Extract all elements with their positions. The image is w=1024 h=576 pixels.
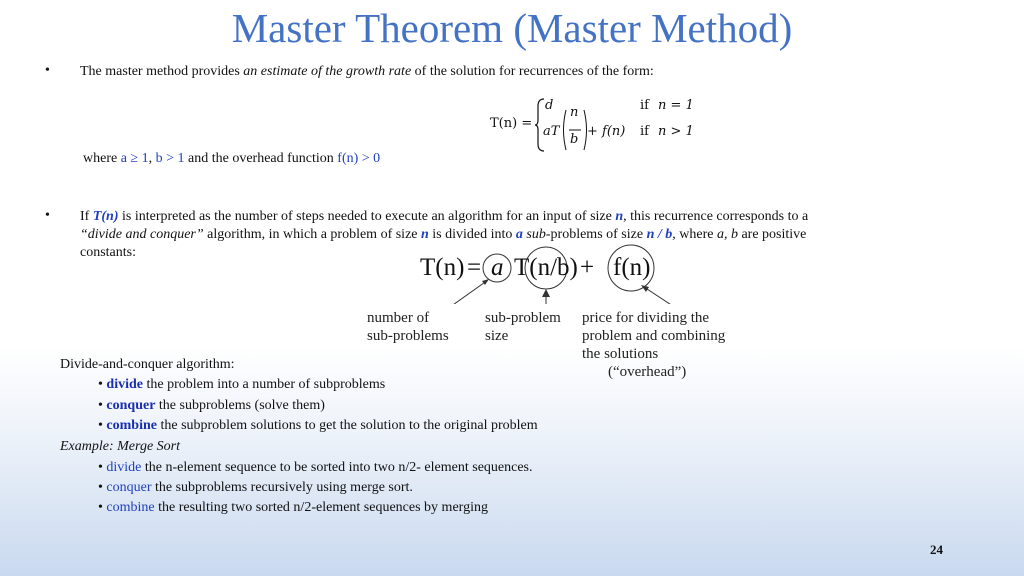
text-t4: is divided into (428, 227, 516, 242)
label-line: problem and combining (582, 328, 726, 344)
case2-if: if (640, 124, 649, 139)
item-text: the subproblems (solve them) (155, 398, 325, 413)
ab-term: a, b (716, 227, 738, 242)
bullet-marker: • (98, 377, 103, 392)
item-text: the n-element sequence to be sorted into two n/2- element sequences. (141, 460, 533, 475)
text-t7: , where (672, 227, 717, 242)
where-pre: where (83, 151, 121, 166)
text-t6: -problems of size (545, 227, 647, 242)
label-line: number of (367, 310, 430, 326)
a-condition: a ≥ 1 (120, 151, 149, 166)
text-t8: are positive (737, 227, 807, 242)
interpretation-line-1 (80, 208, 808, 226)
item-text: the problem into a number of subproblems (142, 377, 386, 392)
item-text: the resulting two sorted n/2-element sequences by merging (154, 500, 488, 515)
dac-heading: Divide-and-conquer algorithm: (60, 357, 235, 372)
keyword-divide: divide (106, 460, 142, 475)
label-line: (“overhead”) (608, 364, 687, 380)
case1-if: if (640, 98, 649, 113)
bullet-marker: • (98, 500, 103, 515)
f-condition: f(n) > 0 (337, 151, 381, 166)
text-if: If (80, 209, 93, 224)
dac-item-divide (98, 376, 385, 394)
divide-conquer-quote: “divide and conquer” (80, 227, 204, 242)
text-t2: , this recurrence corresponds to a (623, 209, 809, 224)
label-subproblem-size (485, 309, 561, 345)
dac-item-conquer (98, 397, 325, 415)
where-line (83, 150, 380, 168)
case2-at: aT (543, 124, 560, 139)
b-condition: b > 1 (155, 151, 185, 166)
where-mid: and the overhead function (184, 151, 338, 166)
intro-pre: The master method provides (80, 64, 244, 79)
intro-post: of the solution for recurrences of the form: (411, 64, 654, 79)
label-number-of-subproblems (367, 309, 449, 345)
text-t1: is interpreted as the number of steps needed to execute an algorithm for an input of size (118, 209, 616, 224)
interpretation-line-2 (80, 226, 806, 244)
dac-item-combine (98, 417, 538, 435)
case2-condition: n > 1 (658, 124, 694, 139)
bullet-marker: • (98, 480, 103, 495)
keyword-conquer: conquer (106, 398, 156, 413)
bullet-marker: • (98, 460, 103, 475)
sub-term: sub (526, 227, 546, 242)
bullet-marker: • (45, 63, 50, 78)
diagram-tn: T(n) (420, 254, 465, 281)
text-t3: algorithm, in which a problem of size (203, 227, 421, 242)
where-sep: , (148, 151, 156, 166)
example-item-combine (98, 499, 488, 517)
diagram-fn: f(n) (613, 254, 651, 281)
item-text: the subproblems recursively using merge sort. (151, 480, 413, 495)
a-term: a (515, 227, 523, 242)
example-heading: Example: Merge Sort (60, 439, 180, 454)
intro-text (80, 63, 654, 81)
item-text: the subproblem solutions to get the solution to the original problem (156, 418, 538, 433)
case2-fn: + f(n) (587, 124, 626, 139)
bullet-marker: • (98, 418, 103, 433)
label-line: sub-problems (367, 328, 449, 344)
example-item-divide (98, 459, 533, 477)
diagram-equals: = (467, 254, 482, 281)
interpretation-line-3: constants: (80, 245, 136, 260)
bullet-marker: • (98, 398, 103, 413)
case1-value: d (545, 98, 554, 113)
label-line: price for dividing the (582, 310, 710, 326)
label-overhead (582, 309, 725, 381)
case1-condition: n = 1 (658, 98, 694, 113)
recurrence-formula (488, 96, 708, 154)
diagram-tnb: T(n/b) (514, 254, 578, 281)
n-term: n (615, 209, 624, 224)
diagram-a: a (491, 254, 504, 281)
label-line: sub-problem (485, 310, 561, 326)
example-item-conquer (98, 479, 413, 497)
n-term: n (421, 227, 429, 242)
keyword-divide: divide (106, 377, 143, 392)
keyword-combine: combine (106, 418, 157, 433)
fraction-numerator: n (570, 105, 579, 120)
tn-term: T(n) (92, 209, 119, 224)
page-number: 24 (930, 542, 943, 557)
n-over-b-term: n / b (646, 227, 673, 242)
keyword-conquer: conquer (106, 480, 152, 495)
diagram-plus: + (580, 254, 595, 281)
bullet-marker: • (45, 208, 50, 223)
slide-title: Master Theorem (Master Method) (231, 5, 793, 51)
recurrence-lhs: T(n) = (490, 116, 533, 131)
label-line: size (485, 328, 509, 344)
intro-emphasis: an estimate of the growth rate (243, 64, 412, 79)
keyword-combine: combine (106, 500, 155, 515)
fraction-denominator: b (570, 132, 579, 147)
label-line: the solutions (582, 346, 659, 362)
